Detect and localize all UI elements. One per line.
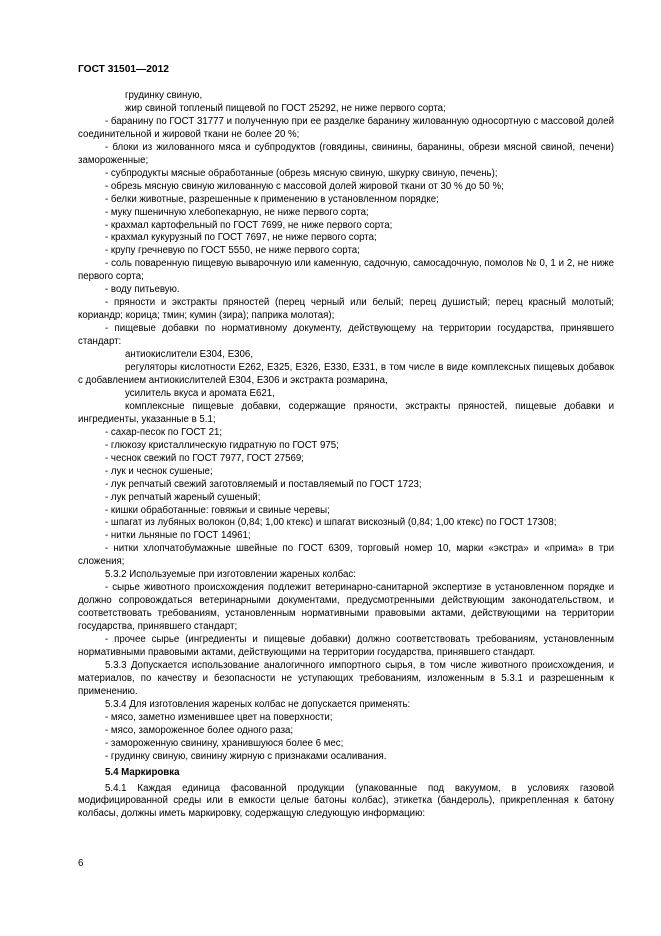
paragraph: - мясо, замороженное более одного раза;	[105, 724, 294, 736]
paragraph: - грудинку свиную, свинину жирную с признаками осаливания.	[105, 750, 387, 762]
paragraph: - крахмал картофельный по ГОСТ 7699, не ниже первого сорта;	[105, 219, 393, 231]
document-header: ГОСТ 31501—2012	[78, 64, 169, 75]
paragraph: 5.3.4 Для изготовления жареных колбас не допускается применять:	[105, 698, 411, 710]
paragraph: регуляторы кислотности Е262, Е325, Е326, Е330, Е331, в том числе в виде комплексных пищевых добавок с добавлением антиокислителей Е304, Е306 и экстракта розмарина,	[78, 362, 614, 386]
paragraph: антиокислители Е304, Е306,	[125, 349, 254, 361]
paragraph: - сырье животного происхождения подлежит ветеринарно-санитарной экспертизе в установленном порядке и должно сопровождаться ветеринарными документами, предусмотренными действующим законодательством, и соответствовать требованиям, установленным нормативными правовыми актами, действующими на территории государства, принявшего стандарт;	[78, 582, 614, 633]
paragraph: - кишки обработанные: говяжьи и свиные черевы;	[105, 504, 330, 516]
paragraph: - чеснок свежий по ГОСТ 7977, ГОСТ 27569;	[105, 452, 304, 464]
paragraph: - муку пшеничную хлебопекарную, не ниже первого сорта;	[105, 206, 369, 218]
paragraph: - баранину по ГОСТ 31777 и полученную при ее разделке баранину жилованную односортную с массовой долей соединительной и жировой ткани не более 20 %;	[78, 115, 614, 140]
document-body	[78, 90, 614, 821]
paragraph: - блоки из жилованного мяса и субпродуктов (говядины, свинины, баранины, обрези мясной свиной, печени) замороженные;	[78, 141, 614, 166]
paragraph: - мясо, заметно изменившее цвет на поверхности;	[105, 711, 333, 723]
paragraph: грудинку свиную,	[125, 90, 203, 101]
paragraph: - лук репчатый свежий заготовляемый и поставляемый по ГОСТ 1723;	[105, 478, 422, 490]
paragraph: - нитки льняные по ГОСТ 14961;	[105, 530, 251, 542]
paragraph: - лук и чеснок сушеные;	[105, 465, 213, 477]
paragraph: комплексные пищевые добавки, содержащие пряности, экстракты пряностей, пищевые добавки и ингредиенты, указанные в 5.1;	[78, 400, 614, 425]
paragraph: - пищевые добавки по нормативному документу, действующему на территории государства, принявшего стандарт:	[78, 323, 614, 348]
paragraph: - обрезь мясную свиную жилованную с массовой долей жировой ткани от 30 % до 50 %;	[105, 180, 504, 192]
paragraph: - нитки хлопчатобумажные швейные по ГОСТ 6309, торговый номер 10, марки «экстра» и «прима» в три сложения;	[78, 543, 614, 568]
paragraph: 5.3.2 Используемые при изготовлении жареных колбас:	[105, 569, 356, 581]
paragraph: - сахар-песок по ГОСТ 21;	[105, 426, 223, 438]
paragraph: 5.3.3 Допускается использование аналогичного импортного сырья, в том числе животного происхождения, и материалов, по качеству и безопасности не уступающих требованиям, изложенным в 5.3.1 и разрешенным к применению.	[78, 659, 614, 697]
paragraph: - воду питьевую.	[105, 284, 180, 296]
paragraph: - глюкозу кристаллическую гидратную по ГОСТ 975;	[105, 439, 339, 451]
paragraph: - соль поваренную пищевую выварочную или каменную, садочную, самосадочную, помолов № 0, 1 и 2, не ниже первого сорта;	[78, 258, 614, 283]
paragraph: - субпродукты мясные обработанные (обрезь мясную свиную, шкурку свиную, печень);	[105, 167, 498, 179]
paragraph: - белки животные, разрешенные к применению в установленном порядке;	[105, 193, 439, 205]
paragraph: - крупу гречневую по ГОСТ 5550, не ниже первого сорта;	[105, 245, 360, 257]
section-heading: 5.4 Маркировка	[105, 766, 180, 778]
paragraph: - прочее сырье (ингредиенты и пищевые добавки) должно соответствовать требованиям, установленным нормативными правовыми актами, действующими на территории государства, принявшего стандарт.	[78, 634, 614, 658]
paragraph: - шпагат из лубяных волокон (0,84; 1,00 ктекс) и шпагат вискозный (0,84; 1,00 ктекс) по ГОСТ 17308;	[105, 517, 557, 529]
paragraph: - замороженную свинину, хранившуюся более 6 мес;	[105, 737, 344, 749]
paragraph: - крахмал кукурузный по ГОСТ 7697, не ниже первого сорта;	[105, 232, 377, 244]
paragraph: жир свиной топленый пищевой по ГОСТ 25292, не ниже первого сорта;	[125, 102, 446, 114]
paragraph: усилитель вкуса и аромата Е621,	[125, 387, 275, 399]
paragraph: 5.4.1 Каждая единица фасованной продукции (упакованные под вакуумом, в условиях газовой модифицированной среды или в емкости целые батоны колбас), этикетка (бандероль), прикрепленная к батону колбасы, должны иметь маркировку, содержащую следующую информацию:	[78, 782, 614, 820]
paragraph: - пряности и экстракты пряностей (перец черный или белый; перец душистый; перец красный молотый; кориандр; корица; тмин; кумин (зира); паприка молотая);	[78, 297, 614, 322]
paragraph: - лук репчатый жареный сушеный;	[105, 491, 261, 503]
page-number: 6	[78, 858, 84, 869]
